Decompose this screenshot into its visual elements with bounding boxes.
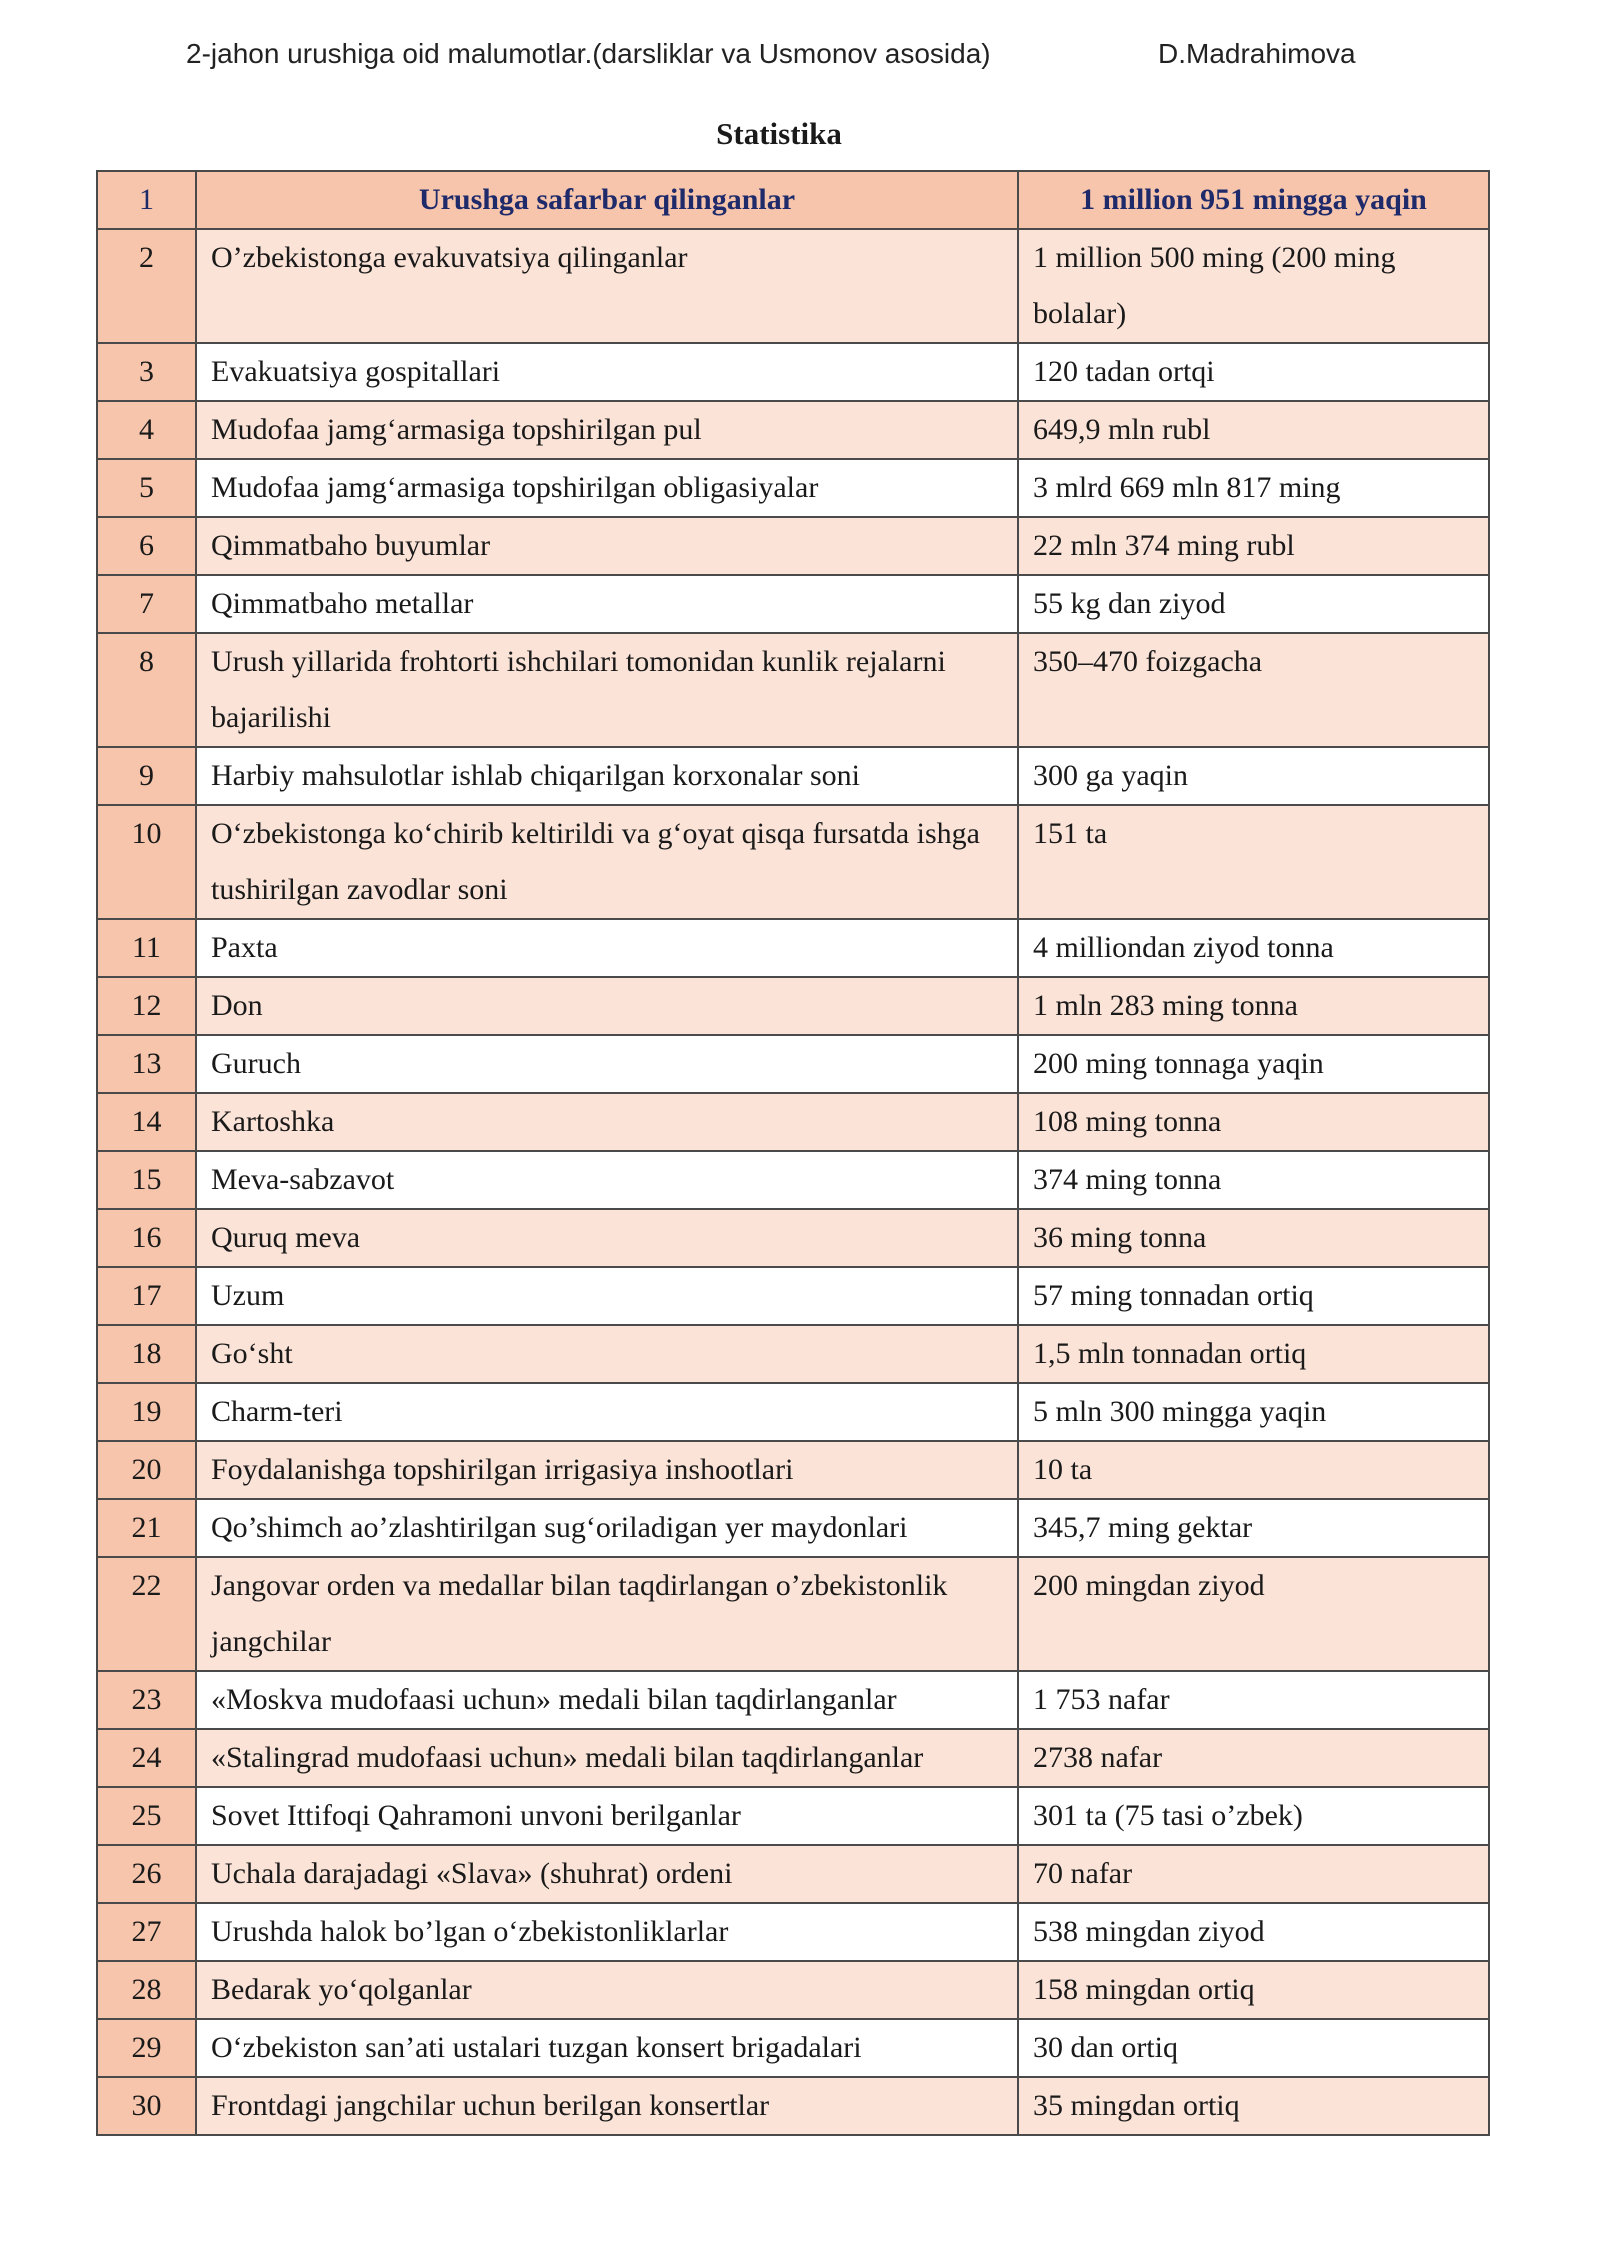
table-row <box>97 1499 1489 1557</box>
row-number: 17 <box>97 1267 196 1325</box>
table-row <box>97 1035 1489 1093</box>
row-item: Uzum <box>196 1267 1018 1325</box>
row-value: 538 mingdan ziyod <box>1018 1903 1489 1961</box>
row-value: 108 ming tonna <box>1018 1093 1489 1151</box>
row-item: Urushga safarbar qilinganlar <box>196 171 1018 229</box>
row-item: Go‘sht <box>196 1325 1018 1383</box>
document-title: 2-jahon urushiga oid malumotlar.(darsliklar va Usmonov asosida) <box>186 38 991 69</box>
row-number: 15 <box>97 1151 196 1209</box>
table-header-row <box>97 171 1489 229</box>
row-number: 14 <box>97 1093 196 1151</box>
table-row <box>97 517 1489 575</box>
row-number: 28 <box>97 1961 196 2019</box>
row-number: 2 <box>97 229 196 343</box>
row-number: 19 <box>97 1383 196 1441</box>
row-number: 22 <box>97 1557 196 1671</box>
table-row <box>97 2019 1489 2077</box>
row-number: 24 <box>97 1729 196 1787</box>
table-row <box>97 1441 1489 1499</box>
row-item: O’zbekistonga evakuvatsiya qilinganlar <box>196 229 1018 343</box>
row-item: Qimmatbaho metallar <box>196 575 1018 633</box>
row-value: 70 nafar <box>1018 1845 1489 1903</box>
row-value: 4 milliondan ziyod tonna <box>1018 919 1489 977</box>
row-number: 6 <box>97 517 196 575</box>
row-value: 2738 nafar <box>1018 1729 1489 1787</box>
table-row <box>97 1903 1489 1961</box>
row-item: Uchala darajadagi «Slava» (shuhrat) ordeni <box>196 1845 1018 1903</box>
row-item: Urush yillarida frohtorti ishchilari tomonidan kunlik rejalarni bajarilishi <box>196 633 1018 747</box>
row-value: 374 ming tonna <box>1018 1151 1489 1209</box>
table-row <box>97 459 1489 517</box>
row-item: Qo’shimch ao’zlashtirilgan sug‘oriladigan yer maydonlari <box>196 1499 1018 1557</box>
table-row <box>97 1267 1489 1325</box>
table-row <box>97 1093 1489 1151</box>
table-row <box>97 343 1489 401</box>
row-value: 1 mln 283 ming tonna <box>1018 977 1489 1035</box>
row-item: Charm-teri <box>196 1383 1018 1441</box>
row-item: Qimmatbaho buyumlar <box>196 517 1018 575</box>
row-item: «Moskva mudofaasi uchun» medali bilan taqdirlanganlar <box>196 1671 1018 1729</box>
statistics-table-body <box>97 171 1489 2135</box>
row-item: Urushda halok bo’lgan o‘zbekistonliklarlar <box>196 1903 1018 1961</box>
row-value: 1 million 951 mingga yaqin <box>1018 171 1489 229</box>
row-number: 7 <box>97 575 196 633</box>
row-item: Mudofaa jamg‘armasiga topshirilgan pul <box>196 401 1018 459</box>
row-value: 200 mingdan ziyod <box>1018 1557 1489 1671</box>
row-value: 10 ta <box>1018 1441 1489 1499</box>
table-row <box>97 1787 1489 1845</box>
row-value: 1 million 500 ming (200 ming bolalar) <box>1018 229 1489 343</box>
row-number: 21 <box>97 1499 196 1557</box>
statistics-table <box>96 170 1490 2136</box>
row-number: 8 <box>97 633 196 747</box>
row-value: 151 ta <box>1018 805 1489 919</box>
row-value: 120 tadan ortqi <box>1018 343 1489 401</box>
row-number: 23 <box>97 1671 196 1729</box>
row-number: 11 <box>97 919 196 977</box>
row-value: 55 kg dan ziyod <box>1018 575 1489 633</box>
row-number: 10 <box>97 805 196 919</box>
row-number: 3 <box>97 343 196 401</box>
row-value: 35 mingdan ortiq <box>1018 2077 1489 2135</box>
table-row <box>97 977 1489 1035</box>
row-item: Bedarak yo‘qolganlar <box>196 1961 1018 2019</box>
table-row <box>97 229 1489 343</box>
row-number: 27 <box>97 1903 196 1961</box>
table-row <box>97 1325 1489 1383</box>
row-number: 16 <box>97 1209 196 1267</box>
row-item: Kartoshka <box>196 1093 1018 1151</box>
table-row <box>97 1729 1489 1787</box>
row-value: 1,5 mln tonnadan ortiq <box>1018 1325 1489 1383</box>
row-number: 30 <box>97 2077 196 2135</box>
row-value: 649,9 mln rubl <box>1018 401 1489 459</box>
row-value: 5 mln 300 mingga yaqin <box>1018 1383 1489 1441</box>
table-row <box>97 575 1489 633</box>
table-row <box>97 633 1489 747</box>
table-row <box>97 1151 1489 1209</box>
row-value: 158 mingdan ortiq <box>1018 1961 1489 2019</box>
table-row <box>97 2077 1489 2135</box>
row-item: Don <box>196 977 1018 1035</box>
row-item: Mudofaa jamg‘armasiga topshirilgan obligasiyalar <box>196 459 1018 517</box>
row-number: 18 <box>97 1325 196 1383</box>
row-item: Paxta <box>196 919 1018 977</box>
table-row <box>97 1845 1489 1903</box>
author-name: D.Madrahimova <box>1158 38 1356 69</box>
table-row <box>97 1209 1489 1267</box>
row-value: 57 ming tonnadan ortiq <box>1018 1267 1489 1325</box>
table-row <box>97 401 1489 459</box>
table-row <box>97 1557 1489 1671</box>
row-item: Frontdagi jangchilar uchun berilgan konsertlar <box>196 2077 1018 2135</box>
row-number: 26 <box>97 1845 196 1903</box>
row-value: 3 mlrd 669 mln 817 ming <box>1018 459 1489 517</box>
row-item: Harbiy mahsulotlar ishlab chiqarilgan korxonalar soni <box>196 747 1018 805</box>
row-number: 29 <box>97 2019 196 2077</box>
row-item: O‘zbekistonga ko‘chirib keltirildi va g‘oyat qisqa fursatda ishga tushirilgan zavodlar soni <box>196 805 1018 919</box>
row-item: «Stalingrad mudofaasi uchun» medali bilan taqdirlanganlar <box>196 1729 1018 1787</box>
table-row <box>97 1961 1489 2019</box>
row-item: Quruq meva <box>196 1209 1018 1267</box>
row-item: Foydalanishga topshirilgan irrigasiya inshootlari <box>196 1441 1018 1499</box>
row-number: 4 <box>97 401 196 459</box>
row-number: 20 <box>97 1441 196 1499</box>
row-value: 1 753 nafar <box>1018 1671 1489 1729</box>
row-value: 30 dan ortiq <box>1018 2019 1489 2077</box>
row-item: Jangovar orden va medallar bilan taqdirlangan o’zbekistonlik jangchilar <box>196 1557 1018 1671</box>
row-number: 12 <box>97 977 196 1035</box>
table-row <box>97 805 1489 919</box>
table-row <box>97 1383 1489 1441</box>
row-number: 13 <box>97 1035 196 1093</box>
row-item: Sovet Ittifoqi Qahramoni unvoni berilganlar <box>196 1787 1018 1845</box>
table-row <box>97 747 1489 805</box>
row-value: 300 ga yaqin <box>1018 747 1489 805</box>
row-value: 345,7 ming gektar <box>1018 1499 1489 1557</box>
row-value: 301 ta (75 tasi o’zbek) <box>1018 1787 1489 1845</box>
row-value: 200 ming tonnaga yaqin <box>1018 1035 1489 1093</box>
row-item: O‘zbekiston san’ati ustalari tuzgan konsert brigadalari <box>196 2019 1018 2077</box>
row-number: 9 <box>97 747 196 805</box>
table-title: Statistika <box>716 116 842 151</box>
row-number: 1 <box>97 171 196 229</box>
table-row <box>97 919 1489 977</box>
row-value: 22 mln 374 ming rubl <box>1018 517 1489 575</box>
row-item: Guruch <box>196 1035 1018 1093</box>
row-item: Evakuatsiya gospitallari <box>196 343 1018 401</box>
row-item: Meva-sabzavot <box>196 1151 1018 1209</box>
row-number: 25 <box>97 1787 196 1845</box>
table-row <box>97 1671 1489 1729</box>
row-number: 5 <box>97 459 196 517</box>
row-value: 36 ming tonna <box>1018 1209 1489 1267</box>
page-header <box>0 38 1600 78</box>
row-value: 350–470 foizgacha <box>1018 633 1489 747</box>
